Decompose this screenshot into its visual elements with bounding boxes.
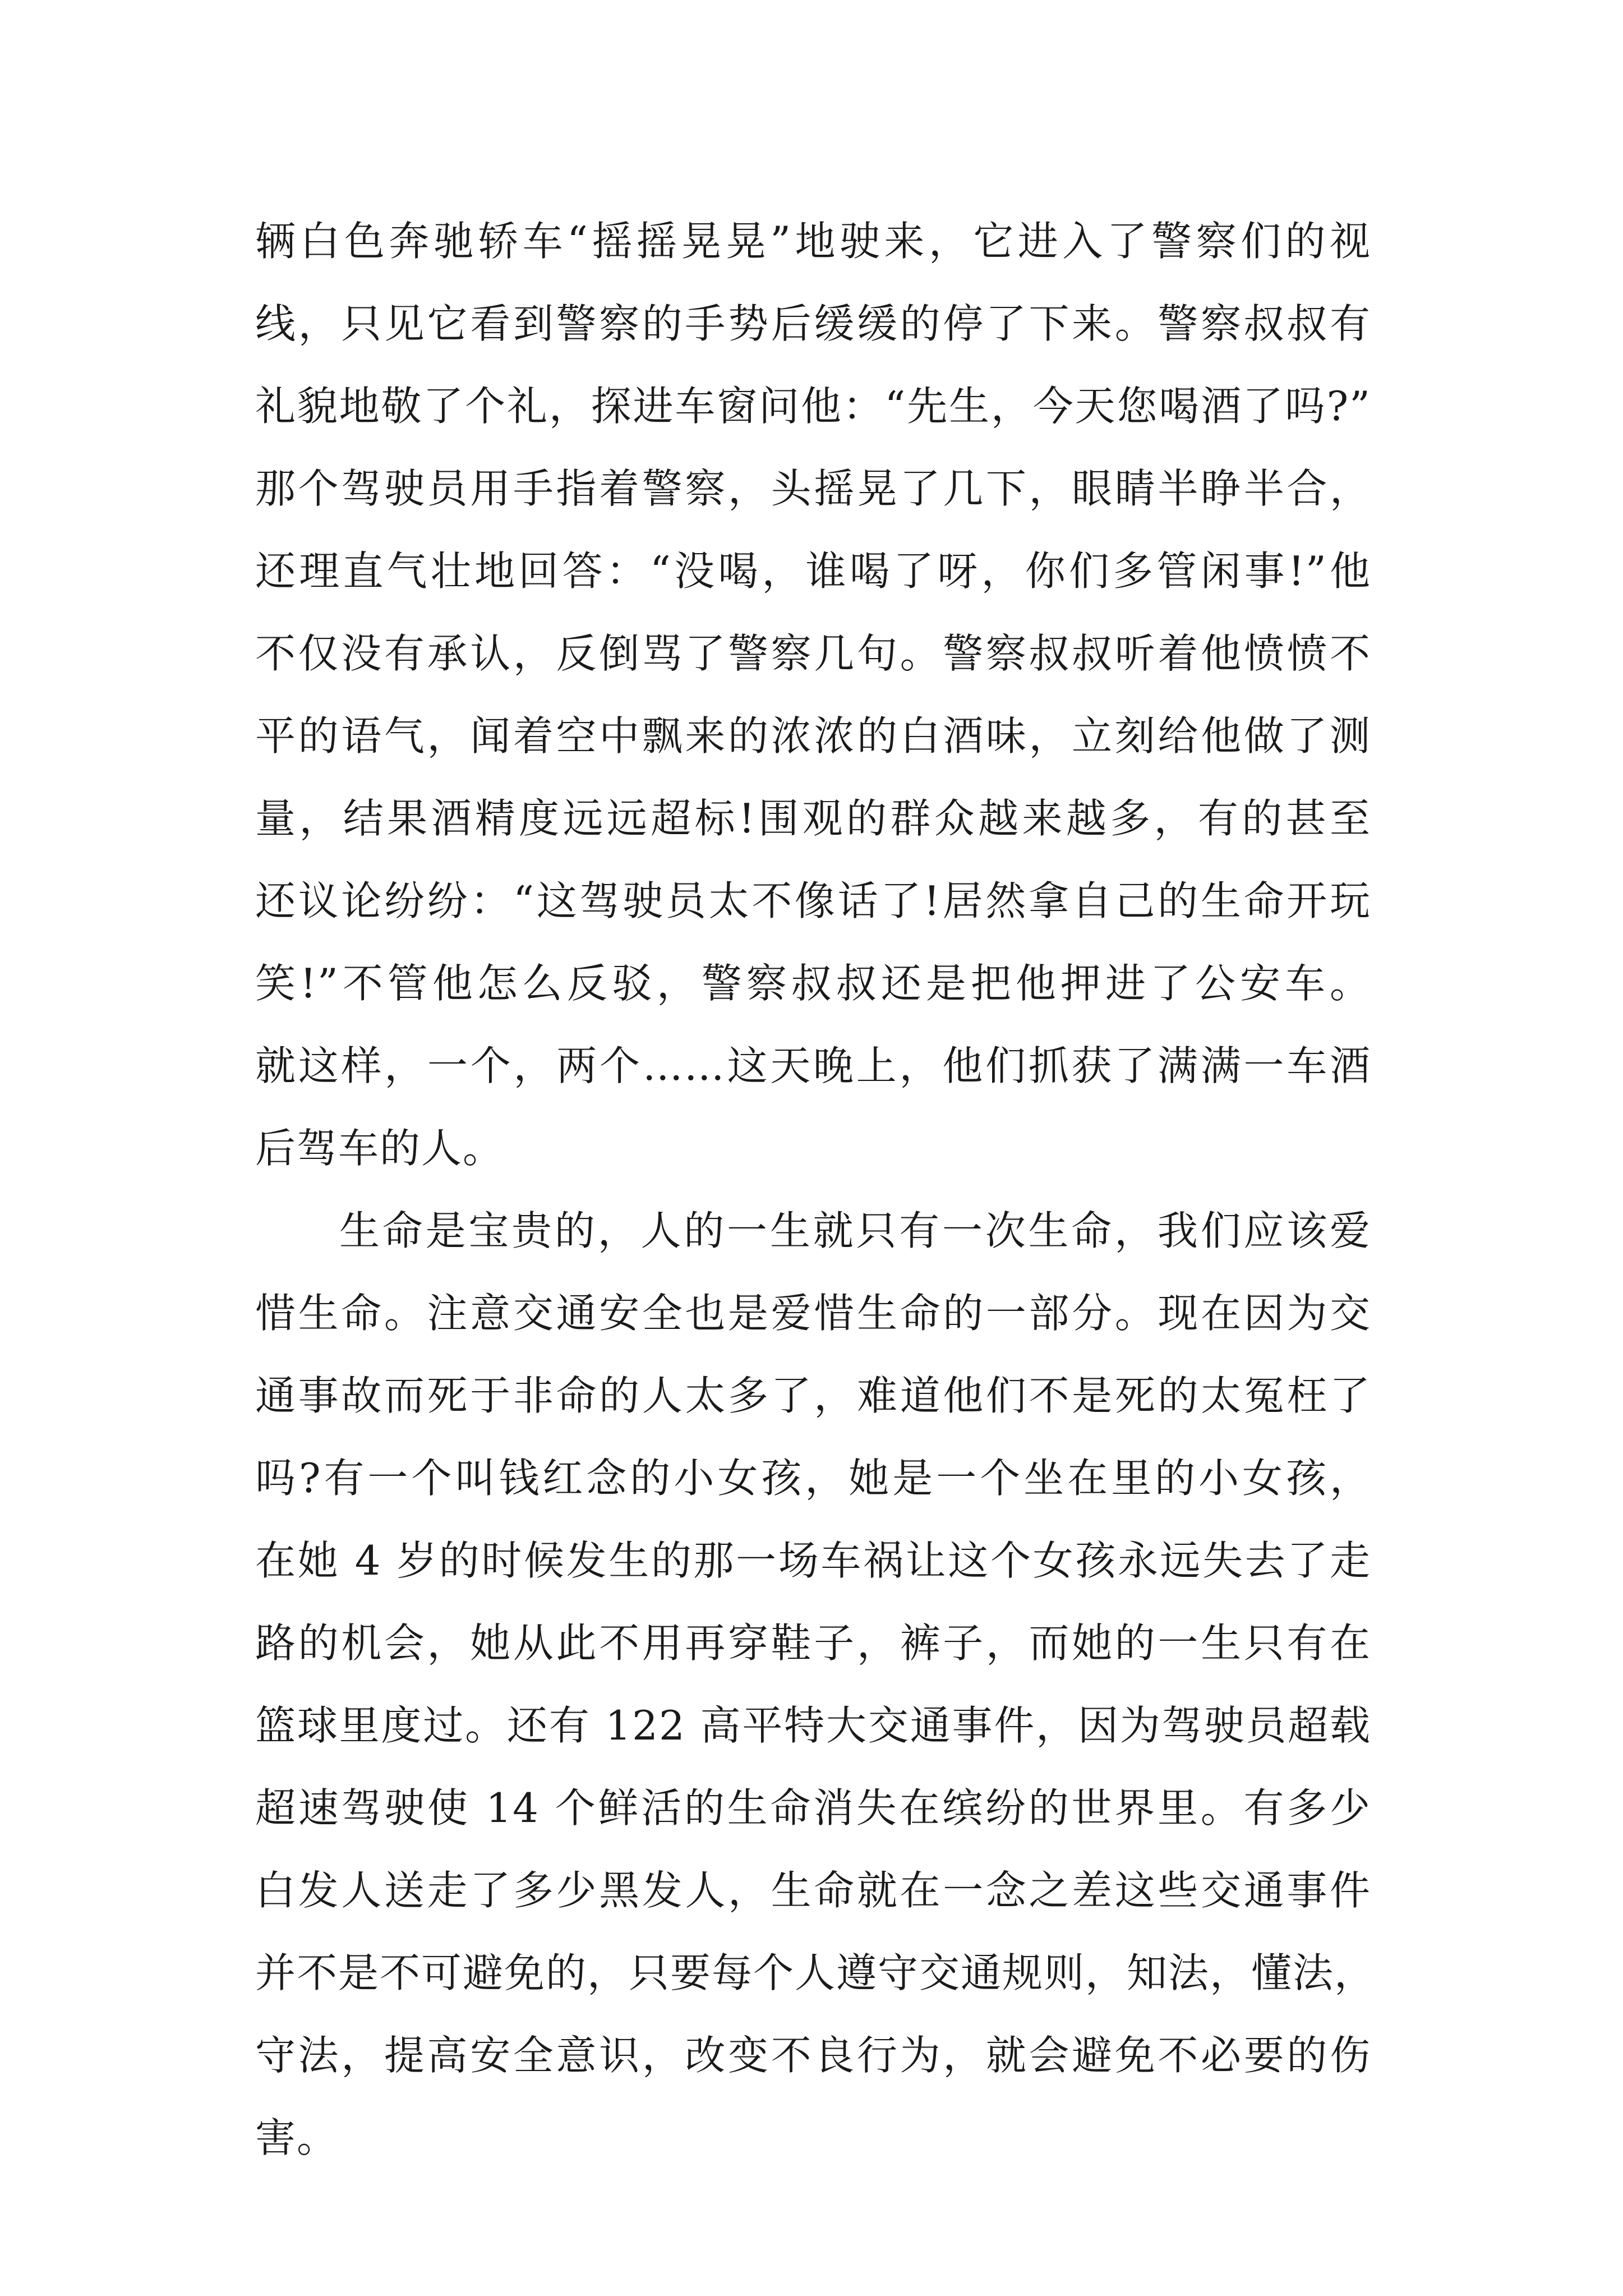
text-line: 害。 <box>255 2114 339 2161</box>
text-line: 就这样，一个，两个……这天晚上，他们抓获了满满一车酒 <box>255 1042 1371 1089</box>
text-line: 吗?有一个叫钱红念的小女孩，她是一个坐在里的小女孩， <box>255 1455 1371 1502</box>
text-line: 篮球里度过。还有 122 高平特大交通事件，因为驾驶员超载 <box>255 1702 1371 1749</box>
text-line: 还议论纷纷：“这驾驶员太不像话了!居然拿自己的生命开玩 <box>255 877 1371 924</box>
text-line: 超速驾驶使 14 个鲜活的生命消失在缤纷的世界里。有多少 <box>255 1784 1371 1832</box>
text-line: 惜生命。注意交通安全也是爱惜生命的一部分。现在因为交 <box>255 1290 1371 1337</box>
text-line: 辆白色奔驰轿车“摇摇晃晃”地驶来，它进入了警察们的视 <box>255 218 1371 265</box>
text-line: 并不是不可避免的，只要每个人遵守交通规则，知法，懂法， <box>255 1949 1376 1996</box>
text-line: 后驾车的人。 <box>255 1125 505 1172</box>
text-line: 守法，提高安全意识，改变不良行为，就会避免不必要的伤 <box>255 2032 1371 2079</box>
text-line: 还理直气壮地回答：“没喝，谁喝了呀，你们多管闲事!”他 <box>255 547 1371 595</box>
text-line: 量，结果酒精度远远超标!围观的群众越来越多，有的甚至 <box>255 795 1371 842</box>
text-line: 生命是宝贵的，人的一生就只有一次生命，我们应该爱 <box>339 1207 1371 1254</box>
text-line: 礼貌地敬了个礼，探进车窗问他：“先生，今天您喝酒了吗?” <box>255 383 1371 430</box>
text-line: 路的机会，她从此不用再穿鞋子，裤子，而她的一生只有在 <box>255 1619 1371 1667</box>
text-line: 那个驾驶员用手指着警察，头摇晃了几下，眼睛半睁半合， <box>255 465 1371 512</box>
text-line: 在她 4 岁的时候发生的那一场车祸让这个女孩永远失去了走 <box>255 1537 1371 1584</box>
text-line: 不仅没有承认，反倒骂了警察几句。警察叔叔听着他愤愤不 <box>255 630 1371 677</box>
text-line: 白发人送走了多少黑发人，生命就在一念之差这些交通事件 <box>255 1867 1371 1914</box>
text-line: 平的语气，闻着空中飘来的浓浓的白酒味，立刻给他做了测 <box>255 712 1371 760</box>
text-line: 通事故而死于非命的人太多了，难道他们不是死的太冤枉了 <box>255 1372 1371 1419</box>
text-line: 线，只见它看到警察的手势后缓缓的停了下来。警察叔叔有 <box>255 300 1371 347</box>
text-line: 笑!”不管他怎么反驳，警察叔叔还是把他押进了公安车。 <box>255 960 1371 1007</box>
